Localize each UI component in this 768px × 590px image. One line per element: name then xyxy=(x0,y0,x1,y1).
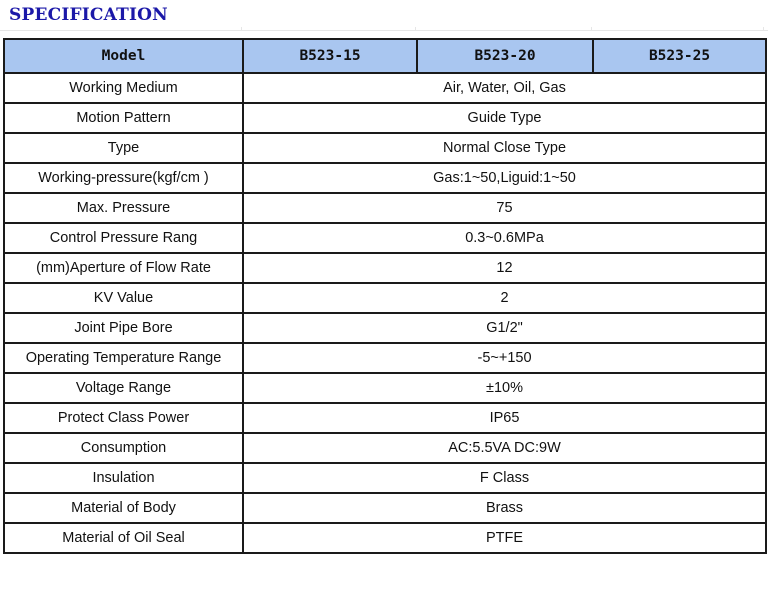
row-label: Motion Pattern xyxy=(4,103,243,133)
row-label: Max. Pressure xyxy=(4,193,243,223)
row-label: Type xyxy=(4,133,243,163)
table-row xyxy=(4,493,766,523)
row-label: Material of Oil Seal xyxy=(4,523,243,553)
table-header-row xyxy=(4,39,766,73)
row-value: AC:5.5VA DC:9W xyxy=(243,433,766,463)
row-value: IP65 xyxy=(243,403,766,433)
row-label: Operating Temperature Range xyxy=(4,343,243,373)
row-value: 2 xyxy=(243,283,766,313)
table-row xyxy=(4,313,766,343)
header-b523-20: B523-20 xyxy=(417,39,593,73)
table-row xyxy=(4,133,766,163)
row-value: 75 xyxy=(243,193,766,223)
table-row xyxy=(4,283,766,313)
table-row xyxy=(4,523,766,553)
table-row xyxy=(4,373,766,403)
table-row xyxy=(4,463,766,493)
table-row xyxy=(4,73,766,103)
row-value: Brass xyxy=(243,493,766,523)
row-label: Working-pressure(kgf/cm ) xyxy=(4,163,243,193)
header-b523-15: B523-15 xyxy=(243,39,417,73)
row-label: Insulation xyxy=(4,463,243,493)
table-row xyxy=(4,433,766,463)
table-row xyxy=(4,403,766,433)
row-label: Consumption xyxy=(4,433,243,463)
table-row xyxy=(4,103,766,133)
row-value: G1/2" xyxy=(243,313,766,343)
row-label: Voltage Range xyxy=(4,373,243,403)
row-label: Protect Class Power xyxy=(4,403,243,433)
page-title: SPECIFICATION xyxy=(9,5,168,25)
row-value: PTFE xyxy=(243,523,766,553)
row-label: (mm)Aperture of Flow Rate xyxy=(4,253,243,283)
table-row xyxy=(4,193,766,223)
row-value: F Class xyxy=(243,463,766,493)
table-row xyxy=(4,163,766,193)
divider xyxy=(0,30,768,31)
row-label: Material of Body xyxy=(4,493,243,523)
row-value: ±10% xyxy=(243,373,766,403)
row-value: 12 xyxy=(243,253,766,283)
header-b523-25: B523-25 xyxy=(593,39,766,73)
table-row xyxy=(4,253,766,283)
row-label: Joint Pipe Bore xyxy=(4,313,243,343)
row-value: Air, Water, Oil, Gas xyxy=(243,73,766,103)
row-label: KV Value xyxy=(4,283,243,313)
header-model: Model xyxy=(4,39,243,73)
row-label: Working Medium xyxy=(4,73,243,103)
row-value: 0.3~0.6MPa xyxy=(243,223,766,253)
table-row xyxy=(4,223,766,253)
row-value: -5~+150 xyxy=(243,343,766,373)
row-label: Control Pressure Rang xyxy=(4,223,243,253)
row-value: Gas:1~50,Liguid:1~50 xyxy=(243,163,766,193)
row-value: Guide Type xyxy=(243,103,766,133)
specification-table xyxy=(3,38,767,554)
row-value: Normal Close Type xyxy=(243,133,766,163)
table-row xyxy=(4,343,766,373)
